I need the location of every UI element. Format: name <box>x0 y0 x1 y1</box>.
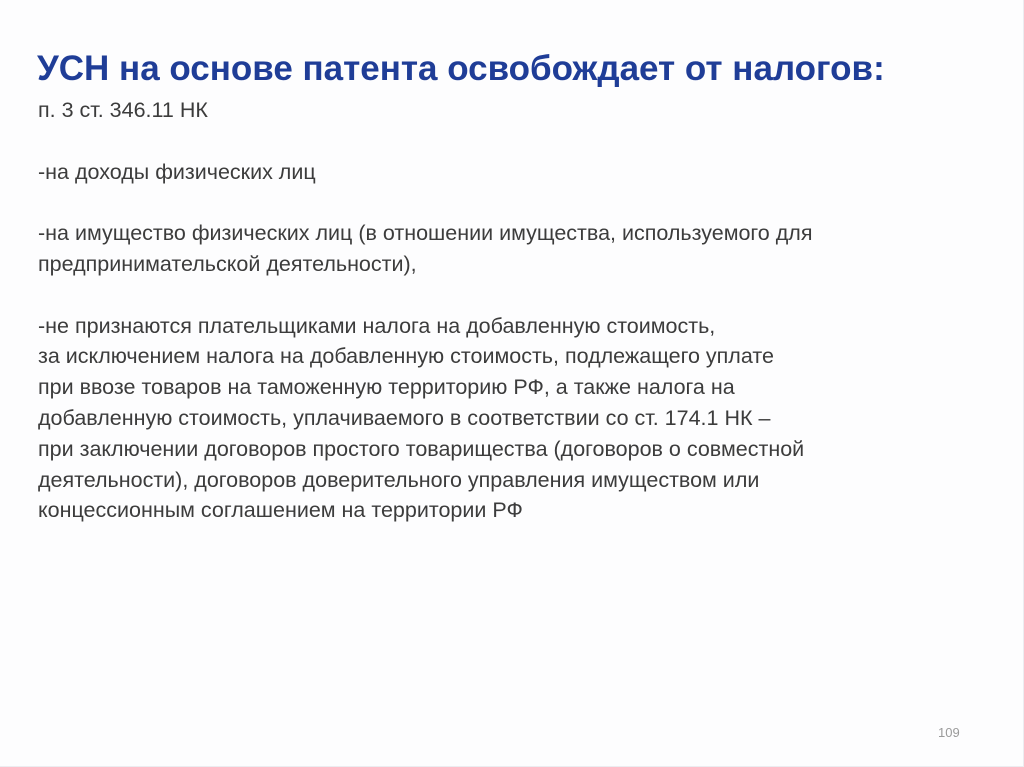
spacer <box>38 280 998 311</box>
legal-reference: п. 3 ст. 346.11 НК <box>38 98 208 122</box>
spacer <box>38 126 998 157</box>
exemption-line: -на имущество физических лиц (в отношении имущества, используемого для <box>38 221 813 246</box>
page-number: 109 <box>938 725 960 740</box>
exemption-line: добавленную стоимость, уплачиваемого в соответствии со ст. 174.1 НК – <box>38 405 771 430</box>
exemption-line: -на доходы физических лиц <box>38 159 316 184</box>
slide-body <box>38 95 998 526</box>
exemption-line: при заключении договоров простого товарищества (договоров о совместной <box>38 436 805 461</box>
exemption-item-property <box>38 218 998 280</box>
exemption-line: -не признаются плательщиками налога на добавленную стоимость, <box>38 313 716 338</box>
exemption-line: деятельности), договоров доверительного управления имуществом или <box>38 467 760 492</box>
spacer <box>38 187 998 218</box>
exemption-line: при ввозе товаров на таможенную территорию РФ, а также налога на <box>38 375 735 400</box>
exemption-line: предпринимательской деятельности), <box>38 251 417 276</box>
exemption-item-vat <box>38 311 998 527</box>
exemption-item-personal-income <box>38 157 998 188</box>
exemption-line: за исключением налога на добавленную стоимость, подлежащего уплате <box>38 344 774 369</box>
exemption-line: концессионным соглашением на территории РФ <box>38 498 523 523</box>
slide-title: УСН на основе патента освобождает от налогов: <box>37 49 885 88</box>
